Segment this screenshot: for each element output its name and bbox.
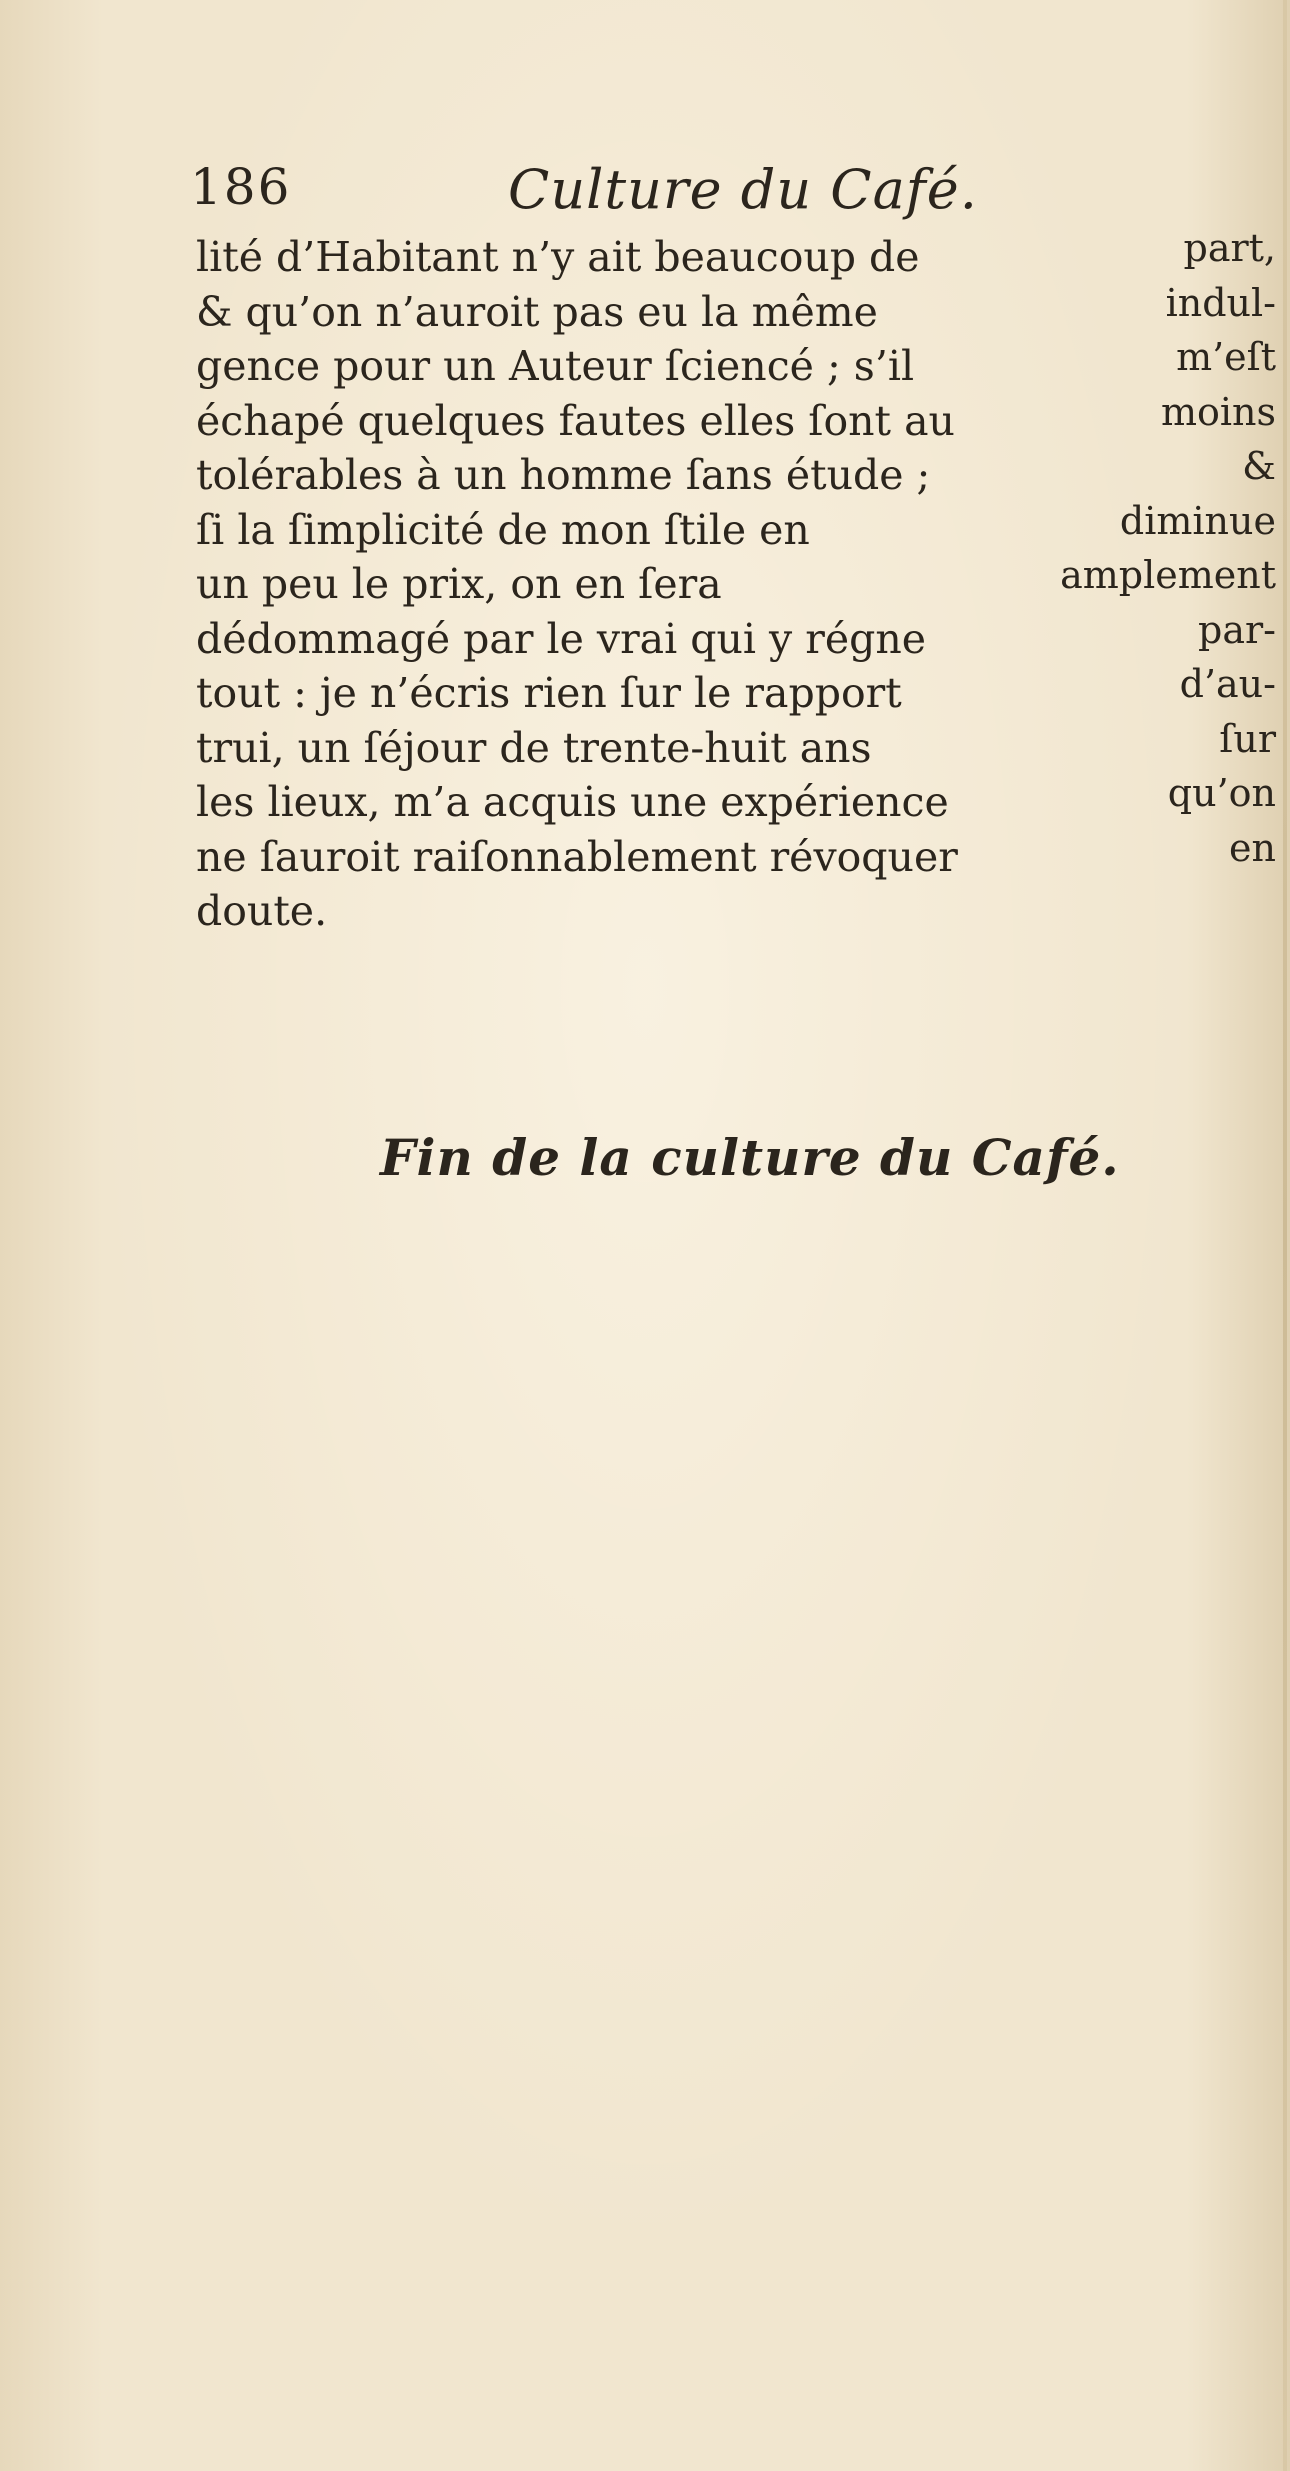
line-text: ne ſauroit raiſonnablement révoquer <box>196 832 958 881</box>
line-edge-text: qu’on <box>1167 771 1276 815</box>
text-line <box>196 389 1276 449</box>
line-text: tolérables à un homme ſans étude ; <box>196 451 931 499</box>
line-edge-text: amplement <box>1060 553 1276 597</box>
page-number: 186 <box>190 158 292 216</box>
text-line <box>196 553 1276 612</box>
text-line <box>196 771 1276 830</box>
line-edge-text: diminue <box>1119 498 1276 543</box>
line-text: & qu’on n’auroit pas eu la même <box>196 287 878 336</box>
line-text: gence pour un Auteur ſciencé ; s’il <box>196 342 915 390</box>
line-text: lité d’Habitant n’y ait beaucoup de <box>196 233 920 281</box>
body-text <box>196 226 1276 939</box>
line-text: tout : je n’écris rien ſur le rapport <box>196 669 902 717</box>
text-line <box>196 825 1276 885</box>
line-text: doute. <box>196 887 328 935</box>
line-edge-text: ſur <box>1219 716 1276 761</box>
line-edge-text: en <box>1229 825 1276 870</box>
text-line <box>196 662 1276 721</box>
text-line <box>196 280 1276 340</box>
text-line <box>196 607 1276 667</box>
line-edge-text: & <box>1242 444 1276 488</box>
running-head <box>190 158 1090 228</box>
line-text: ſi la ſimplicité de mon ſtile en <box>196 505 810 554</box>
line-edge-text: moins <box>1160 389 1276 434</box>
line-text: un peu le prix, on en ſera <box>196 560 722 608</box>
line-edge-text: part, <box>1183 226 1276 270</box>
running-title: Culture du Café. <box>508 158 978 221</box>
line-edge-text: indul- <box>1165 280 1276 325</box>
line-text: les lieux, m’a acquis une expérience <box>196 778 949 826</box>
text-line <box>196 716 1276 776</box>
text-line <box>196 226 1276 285</box>
line-edge-text: d’au- <box>1179 662 1276 706</box>
line-edge-text: m’eſt <box>1176 335 1276 379</box>
text-line <box>196 884 1276 939</box>
line-text: échapé quelques fautes elles ſont au <box>196 396 955 445</box>
text-line <box>196 335 1276 394</box>
line-text: dédommagé par le vrai qui y régne <box>196 614 927 663</box>
page-edge <box>1283 0 1287 2471</box>
line-edge-text: par- <box>1198 607 1276 652</box>
closing-line: Fin de la culture du Café. <box>380 1128 1120 1187</box>
line-text: trui, un ſéjour de trente-huit ans <box>196 723 872 772</box>
